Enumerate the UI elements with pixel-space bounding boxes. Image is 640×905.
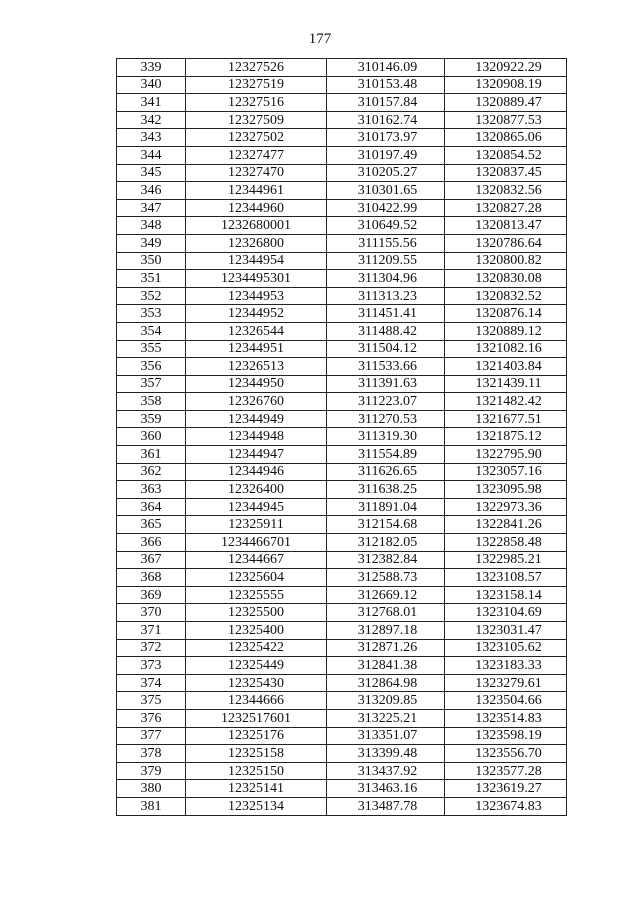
point-id-cell: 1234495301 <box>186 270 327 288</box>
y-coordinate-cell: 1323158.14 <box>445 586 567 604</box>
row-number-cell: 367 <box>117 551 186 569</box>
point-id-cell: 12326513 <box>186 358 327 376</box>
row-number-cell: 349 <box>117 234 186 252</box>
row-number-cell: 359 <box>117 410 186 428</box>
point-id-cell: 12327526 <box>186 59 327 77</box>
row-number-cell: 345 <box>117 164 186 182</box>
row-number-cell: 343 <box>117 129 186 147</box>
row-number-cell: 363 <box>117 481 186 499</box>
table-row <box>117 745 567 763</box>
y-coordinate-cell: 1320830.08 <box>445 270 567 288</box>
coordinate-table <box>116 58 567 816</box>
row-number-cell: 373 <box>117 657 186 675</box>
x-coordinate-cell: 311451.41 <box>327 305 445 323</box>
table-row <box>117 287 567 305</box>
y-coordinate-cell: 1323577.28 <box>445 762 567 780</box>
table-row <box>117 76 567 94</box>
table-row <box>117 428 567 446</box>
x-coordinate-cell: 313209.85 <box>327 692 445 710</box>
table-row <box>117 340 567 358</box>
x-coordinate-cell: 310153.48 <box>327 76 445 94</box>
table-row <box>117 234 567 252</box>
y-coordinate-cell: 1323279.61 <box>445 674 567 692</box>
point-id-cell: 1234466701 <box>186 534 327 552</box>
point-id-cell: 12327516 <box>186 94 327 112</box>
page-number: 177 <box>308 31 332 47</box>
table-row <box>117 551 567 569</box>
y-coordinate-cell: 1320876.14 <box>445 305 567 323</box>
x-coordinate-cell: 312382.84 <box>327 551 445 569</box>
point-id-cell: 12344960 <box>186 199 327 217</box>
point-id-cell: 12327477 <box>186 146 327 164</box>
x-coordinate-cell: 311554.89 <box>327 446 445 464</box>
row-number-cell: 351 <box>117 270 186 288</box>
table-row <box>117 692 567 710</box>
x-coordinate-cell: 311638.25 <box>327 481 445 499</box>
point-id-cell: 12325141 <box>186 780 327 798</box>
y-coordinate-cell: 1320832.56 <box>445 182 567 200</box>
table-row <box>117 463 567 481</box>
x-coordinate-cell: 311391.63 <box>327 375 445 393</box>
x-coordinate-cell: 310649.52 <box>327 217 445 235</box>
table-row <box>117 569 567 587</box>
row-number-cell: 379 <box>117 762 186 780</box>
y-coordinate-cell: 1323514.83 <box>445 709 567 727</box>
table-row <box>117 516 567 534</box>
row-number-cell: 375 <box>117 692 186 710</box>
row-number-cell: 376 <box>117 709 186 727</box>
point-id-cell: 12325911 <box>186 516 327 534</box>
point-id-cell: 12325150 <box>186 762 327 780</box>
y-coordinate-cell: 1323031.47 <box>445 622 567 640</box>
y-coordinate-cell: 1320800.82 <box>445 252 567 270</box>
x-coordinate-cell: 310146.09 <box>327 59 445 77</box>
table-row <box>117 446 567 464</box>
point-id-cell: 12325158 <box>186 745 327 763</box>
table-row <box>117 252 567 270</box>
x-coordinate-cell: 310422.99 <box>327 199 445 217</box>
table-row <box>117 164 567 182</box>
x-coordinate-cell: 310157.84 <box>327 94 445 112</box>
y-coordinate-cell: 1320832.52 <box>445 287 567 305</box>
table-row <box>117 270 567 288</box>
x-coordinate-cell: 312154.68 <box>327 516 445 534</box>
row-number-cell: 374 <box>117 674 186 692</box>
point-id-cell: 1232517601 <box>186 709 327 727</box>
table-row <box>117 59 567 77</box>
row-number-cell: 352 <box>117 287 186 305</box>
x-coordinate-cell: 313437.92 <box>327 762 445 780</box>
x-coordinate-cell: 311223.07 <box>327 393 445 411</box>
y-coordinate-cell: 1322795.90 <box>445 446 567 464</box>
point-id-cell: 12325449 <box>186 657 327 675</box>
point-id-cell: 12327502 <box>186 129 327 147</box>
x-coordinate-cell: 311504.12 <box>327 340 445 358</box>
point-id-cell: 12327509 <box>186 111 327 129</box>
row-number-cell: 346 <box>117 182 186 200</box>
row-number-cell: 354 <box>117 322 186 340</box>
row-number-cell: 362 <box>117 463 186 481</box>
point-id-cell: 12344953 <box>186 287 327 305</box>
x-coordinate-cell: 312669.12 <box>327 586 445 604</box>
row-number-cell: 372 <box>117 639 186 657</box>
y-coordinate-cell: 1323057.16 <box>445 463 567 481</box>
point-id-cell: 12326760 <box>186 393 327 411</box>
table-row <box>117 322 567 340</box>
x-coordinate-cell: 312897.18 <box>327 622 445 640</box>
y-coordinate-cell: 1323619.27 <box>445 780 567 798</box>
table-row <box>117 639 567 657</box>
row-number-cell: 340 <box>117 76 186 94</box>
y-coordinate-cell: 1323674.83 <box>445 797 567 815</box>
x-coordinate-cell: 311319.30 <box>327 428 445 446</box>
table-row <box>117 358 567 376</box>
table-body <box>117 59 567 816</box>
point-id-cell: 12327470 <box>186 164 327 182</box>
table-row <box>117 498 567 516</box>
x-coordinate-cell: 312864.98 <box>327 674 445 692</box>
y-coordinate-cell: 1320877.53 <box>445 111 567 129</box>
y-coordinate-cell: 1323104.69 <box>445 604 567 622</box>
x-coordinate-cell: 311891.04 <box>327 498 445 516</box>
row-number-cell: 378 <box>117 745 186 763</box>
y-coordinate-cell: 1321403.84 <box>445 358 567 376</box>
row-number-cell: 348 <box>117 217 186 235</box>
y-coordinate-cell: 1323095.98 <box>445 481 567 499</box>
y-coordinate-cell: 1322973.36 <box>445 498 567 516</box>
row-number-cell: 350 <box>117 252 186 270</box>
x-coordinate-cell: 311304.96 <box>327 270 445 288</box>
table-row <box>117 780 567 798</box>
x-coordinate-cell: 313399.48 <box>327 745 445 763</box>
table-row <box>117 586 567 604</box>
table-row <box>117 182 567 200</box>
y-coordinate-cell: 1323105.62 <box>445 639 567 657</box>
row-number-cell: 356 <box>117 358 186 376</box>
point-id-cell: 12344951 <box>186 340 327 358</box>
row-number-cell: 369 <box>117 586 186 604</box>
point-id-cell: 12325555 <box>186 586 327 604</box>
x-coordinate-cell: 311270.53 <box>327 410 445 428</box>
table-row <box>117 534 567 552</box>
x-coordinate-cell: 313463.16 <box>327 780 445 798</box>
table-row <box>117 762 567 780</box>
point-id-cell: 12344667 <box>186 551 327 569</box>
table-row <box>117 129 567 147</box>
table-row <box>117 709 567 727</box>
row-number-cell: 371 <box>117 622 186 640</box>
table-row <box>117 199 567 217</box>
row-number-cell: 381 <box>117 797 186 815</box>
row-number-cell: 339 <box>117 59 186 77</box>
y-coordinate-cell: 1321082.16 <box>445 340 567 358</box>
row-number-cell: 366 <box>117 534 186 552</box>
x-coordinate-cell: 311626.65 <box>327 463 445 481</box>
row-number-cell: 360 <box>117 428 186 446</box>
y-coordinate-cell: 1320837.45 <box>445 164 567 182</box>
x-coordinate-cell: 311209.55 <box>327 252 445 270</box>
y-coordinate-cell: 1321439.11 <box>445 375 567 393</box>
row-number-cell: 341 <box>117 94 186 112</box>
y-coordinate-cell: 1322841.26 <box>445 516 567 534</box>
y-coordinate-cell: 1322985.21 <box>445 551 567 569</box>
point-id-cell: 12344946 <box>186 463 327 481</box>
point-id-cell: 12344947 <box>186 446 327 464</box>
y-coordinate-cell: 1323108.57 <box>445 569 567 587</box>
point-id-cell: 12344961 <box>186 182 327 200</box>
table-row <box>117 217 567 235</box>
point-id-cell: 12325422 <box>186 639 327 657</box>
x-coordinate-cell: 312588.73 <box>327 569 445 587</box>
row-number-cell: 361 <box>117 446 186 464</box>
y-coordinate-cell: 1323183.33 <box>445 657 567 675</box>
x-coordinate-cell: 312768.01 <box>327 604 445 622</box>
point-id-cell: 12326544 <box>186 322 327 340</box>
table-row <box>117 111 567 129</box>
x-coordinate-cell: 313225.21 <box>327 709 445 727</box>
row-number-cell: 355 <box>117 340 186 358</box>
point-id-cell: 12325604 <box>186 569 327 587</box>
x-coordinate-cell: 313351.07 <box>327 727 445 745</box>
point-id-cell: 12344948 <box>186 428 327 446</box>
table-row <box>117 375 567 393</box>
table-row <box>117 674 567 692</box>
row-number-cell: 353 <box>117 305 186 323</box>
point-id-cell: 12325400 <box>186 622 327 640</box>
y-coordinate-cell: 1320827.28 <box>445 199 567 217</box>
table-row <box>117 727 567 745</box>
point-id-cell: 12326400 <box>186 481 327 499</box>
row-number-cell: 377 <box>117 727 186 745</box>
point-id-cell: 12325134 <box>186 797 327 815</box>
y-coordinate-cell: 1323504.66 <box>445 692 567 710</box>
table-row <box>117 146 567 164</box>
row-number-cell: 364 <box>117 498 186 516</box>
x-coordinate-cell: 312841.38 <box>327 657 445 675</box>
row-number-cell: 342 <box>117 111 186 129</box>
x-coordinate-cell: 310301.65 <box>327 182 445 200</box>
x-coordinate-cell: 311155.56 <box>327 234 445 252</box>
y-coordinate-cell: 1322858.48 <box>445 534 567 552</box>
table-row <box>117 604 567 622</box>
table-row <box>117 657 567 675</box>
point-id-cell: 12344950 <box>186 375 327 393</box>
x-coordinate-cell: 310162.74 <box>327 111 445 129</box>
point-id-cell: 12344666 <box>186 692 327 710</box>
y-coordinate-cell: 1323556.70 <box>445 745 567 763</box>
row-number-cell: 344 <box>117 146 186 164</box>
x-coordinate-cell: 310205.27 <box>327 164 445 182</box>
y-coordinate-cell: 1321677.51 <box>445 410 567 428</box>
point-id-cell: 12344952 <box>186 305 327 323</box>
table-row <box>117 481 567 499</box>
row-number-cell: 368 <box>117 569 186 587</box>
y-coordinate-cell: 1320908.19 <box>445 76 567 94</box>
point-id-cell: 12344949 <box>186 410 327 428</box>
row-number-cell: 358 <box>117 393 186 411</box>
row-number-cell: 365 <box>117 516 186 534</box>
table-row <box>117 410 567 428</box>
table-row <box>117 622 567 640</box>
point-id-cell: 12326800 <box>186 234 327 252</box>
table-row <box>117 797 567 815</box>
row-number-cell: 370 <box>117 604 186 622</box>
point-id-cell: 12325430 <box>186 674 327 692</box>
x-coordinate-cell: 310197.49 <box>327 146 445 164</box>
point-id-cell: 1232680001 <box>186 217 327 235</box>
table-row <box>117 94 567 112</box>
table-row <box>117 393 567 411</box>
y-coordinate-cell: 1320813.47 <box>445 217 567 235</box>
point-id-cell: 12344954 <box>186 252 327 270</box>
y-coordinate-cell: 1321875.12 <box>445 428 567 446</box>
row-number-cell: 347 <box>117 199 186 217</box>
point-id-cell: 12325176 <box>186 727 327 745</box>
y-coordinate-cell: 1320786.64 <box>445 234 567 252</box>
x-coordinate-cell: 310173.97 <box>327 129 445 147</box>
x-coordinate-cell: 311533.66 <box>327 358 445 376</box>
x-coordinate-cell: 312871.26 <box>327 639 445 657</box>
y-coordinate-cell: 1320889.12 <box>445 322 567 340</box>
point-id-cell: 12344945 <box>186 498 327 516</box>
y-coordinate-cell: 1320865.06 <box>445 129 567 147</box>
y-coordinate-cell: 1321482.42 <box>445 393 567 411</box>
x-coordinate-cell: 313487.78 <box>327 797 445 815</box>
row-number-cell: 357 <box>117 375 186 393</box>
x-coordinate-cell: 311313.23 <box>327 287 445 305</box>
y-coordinate-cell: 1320854.52 <box>445 146 567 164</box>
x-coordinate-cell: 312182.05 <box>327 534 445 552</box>
y-coordinate-cell: 1320922.29 <box>445 59 567 77</box>
y-coordinate-cell: 1320889.47 <box>445 94 567 112</box>
point-id-cell: 12325500 <box>186 604 327 622</box>
y-coordinate-cell: 1323598.19 <box>445 727 567 745</box>
point-id-cell: 12327519 <box>186 76 327 94</box>
x-coordinate-cell: 311488.42 <box>327 322 445 340</box>
table-row <box>117 305 567 323</box>
row-number-cell: 380 <box>117 780 186 798</box>
